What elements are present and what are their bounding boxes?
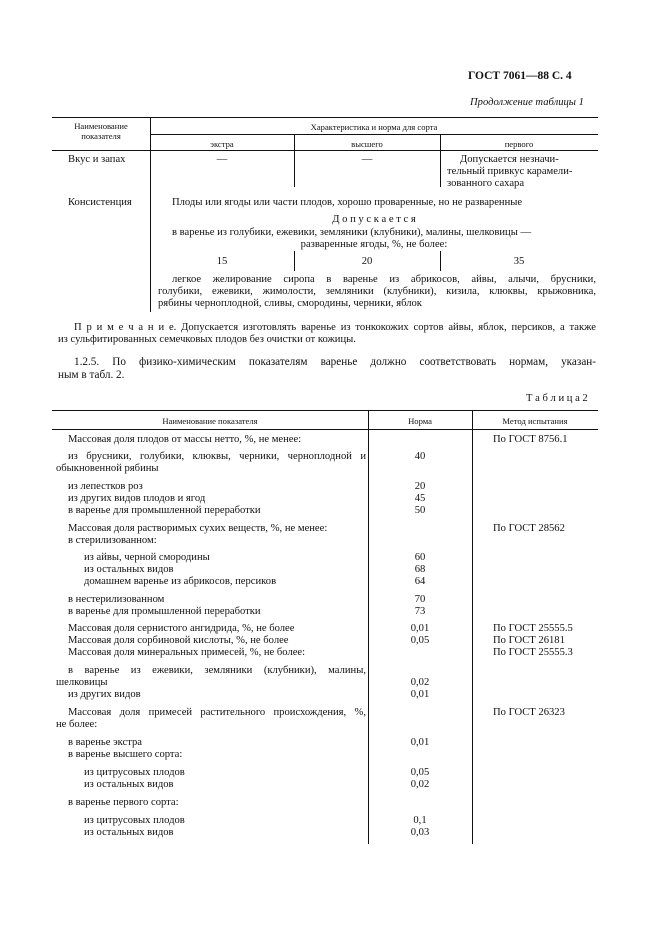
- table2-row-name: не более:: [56, 719, 98, 730]
- table2-row-name: из других видов плодов и ягод: [68, 493, 206, 504]
- table1-header-name-line1: Наименование: [74, 121, 128, 131]
- table2-row-norm: 0,01: [410, 737, 430, 748]
- row-consistency-gel-line2: голубики, ежевики, жимолости, земляники (клубники), кизила, клюквы, крыжовника,: [158, 286, 596, 297]
- table2-row-name: в нестерилизованном: [68, 594, 165, 605]
- row-consistency-gel-line1: легкое желирование сиропа в варенье из абрикосов, айвы, алычи, брусники,: [172, 274, 596, 285]
- table2-caption: Т а б л и ц а 2: [526, 393, 588, 404]
- table2-row-method: По ГОСТ 25555.3: [493, 647, 573, 658]
- row-consistency-line1: Плоды или ягоды или части плодов, хорошо проваренные, но не разваренные: [172, 197, 523, 208]
- table2-row-name: в варенье первого сорта:: [68, 797, 179, 808]
- table2-row-norm: 0,1: [413, 815, 427, 826]
- table2-row-method: По ГОСТ 8756.1: [493, 434, 568, 445]
- table2-row-norm: 45: [414, 493, 426, 504]
- table1-col-high: высшего: [351, 139, 383, 149]
- table2-col-method: Метод испытания: [502, 416, 568, 426]
- table2-row-norm: 50: [414, 505, 426, 516]
- table2-row-method: По ГОСТ 25555.5: [493, 623, 573, 634]
- table2-row-name: из цитрусовых плодов: [84, 815, 185, 826]
- table2-row-name: домашнем варенье из абрикосов, персиков: [84, 576, 277, 587]
- row-consistency-name: Консистенция: [68, 197, 132, 208]
- table2-row-name: из цитрусовых плодов: [84, 767, 185, 778]
- table2-row-name: обыкновенной рябины: [56, 463, 159, 474]
- table2-row-name: в варенье для промышленной переработки: [68, 505, 261, 516]
- table2-row-norm: 0,05: [410, 635, 430, 646]
- row-consistency-value-extra: 15: [216, 256, 228, 267]
- table2-col-norm: Норма: [408, 416, 432, 426]
- table2-row-norm: 73: [414, 606, 426, 617]
- table2-row-name: из брусники, голубики, клюквы, черники, черноплодной и: [68, 451, 366, 462]
- table2-row-norm: 0,01: [410, 689, 430, 700]
- table2-row-name: из айвы, черной смородины: [84, 552, 210, 563]
- table2-row-norm: 60: [414, 552, 426, 563]
- table2-row-name: в варенье экстра: [68, 737, 142, 748]
- table2-row-norm: 20: [414, 481, 426, 492]
- table2-row-name: из остальных видов: [84, 564, 174, 575]
- row-taste-first-line1: Допускается незначи-: [460, 154, 559, 165]
- table2-row-norm: 40: [414, 451, 426, 462]
- table2-row-norm: 0,02: [410, 779, 430, 790]
- table-continuation-label: Продолжение таблицы 1: [470, 97, 584, 108]
- row-taste-extra: —: [216, 154, 228, 165]
- table2-row-method: По ГОСТ 28562: [493, 523, 565, 534]
- row-consistency-value-high: 20: [361, 256, 373, 267]
- row-consistency-gel-line3: рябины черноплодной, сливы, смородины, черники, яблок: [158, 298, 422, 309]
- table2-row-name: в варенье для промышленной переработки: [68, 606, 261, 617]
- table2-row-name: Массовая доля плодов от массы нетто, %, не менее:: [68, 434, 302, 445]
- table1-col-extra: экстра: [210, 139, 234, 149]
- table1-col-first: первого: [504, 139, 534, 149]
- table2-row-norm: 70: [414, 594, 426, 605]
- row-consistency-allowed: Д о п у с к а е т с я: [332, 214, 416, 225]
- note-line1: П р и м е ч а н и е. Допускается изготовлять варенье из тонкокожих сортов айвы, яблок, персиков, а также: [74, 322, 596, 333]
- table2-row-name: в варенье высшего сорта:: [68, 749, 183, 760]
- table2-row-method: По ГОСТ 26323: [493, 707, 565, 718]
- table2-row-norm: 0,01: [410, 623, 430, 634]
- table2-row-name: Массовая доля сорбиновой кислоты, %, не более: [68, 635, 289, 646]
- table2-row-name: Массовая доля примесей растительного происхождения, %,: [68, 707, 366, 718]
- row-consistency-allowed-line1: в варенье из голубики, ежевики, земляники (клубники), малины, шелковицы —: [172, 227, 532, 238]
- table1-header-name-line2: показателя: [81, 131, 121, 141]
- table2-row-name: Массовая доля растворимых сухих веществ, %, не менее:: [68, 523, 328, 534]
- note-line2: из сульфитированных семечковых плодов без очистки от кожицы.: [58, 334, 356, 345]
- page-title: ГОСТ 7061—88 С. 4: [468, 70, 572, 82]
- table2-row-name: Массовая доля минеральных примесей, %, не более:: [68, 647, 306, 658]
- table2-row-norm: 0,05: [410, 767, 430, 778]
- table2-row-name: Массовая доля сернистого ангидрида, %, не более: [68, 623, 295, 634]
- table2-row-name: из остальных видов: [84, 779, 174, 790]
- table2-row-name: в варенье из ежевики, земляники (клубники), малины,: [68, 665, 366, 676]
- paragraph-line2: ным в табл. 2.: [58, 369, 125, 381]
- paragraph-line1: 1.2.5. По физико-химическим показателям варенье должно соответствовать нормам, указан-: [74, 356, 596, 368]
- table2-row-name: из остальных видов: [84, 827, 174, 838]
- table2-row-name: шелковицы: [56, 677, 108, 688]
- row-consistency-value-first: 35: [513, 256, 525, 267]
- row-taste-first-line3: зованного сахара: [447, 178, 525, 189]
- table2-row-method: По ГОСТ 26181: [493, 635, 565, 646]
- row-taste-first-line2: тельный привкус карамели-: [447, 166, 573, 177]
- table2-row-norm: 68: [414, 564, 426, 575]
- table2-col-name: Наименование показателя: [162, 416, 258, 426]
- table2-row-norm: 0,03: [410, 827, 430, 838]
- row-consistency-allowed-line2: разваренные ягоды, %, не более:: [300, 239, 448, 250]
- table2-row-norm: 64: [414, 576, 426, 587]
- table1-header-group: Характеристика и норма для сорта: [310, 122, 438, 132]
- row-taste-high: —: [361, 154, 373, 165]
- row-taste-name: Вкус и запах: [68, 154, 126, 165]
- table2-row-name: в стерилизованном:: [68, 535, 157, 546]
- table2-row-name: из лепестков роз: [68, 481, 143, 492]
- table2-row-name: из других видов: [68, 689, 141, 700]
- table2-row-norm: 0,02: [410, 677, 430, 688]
